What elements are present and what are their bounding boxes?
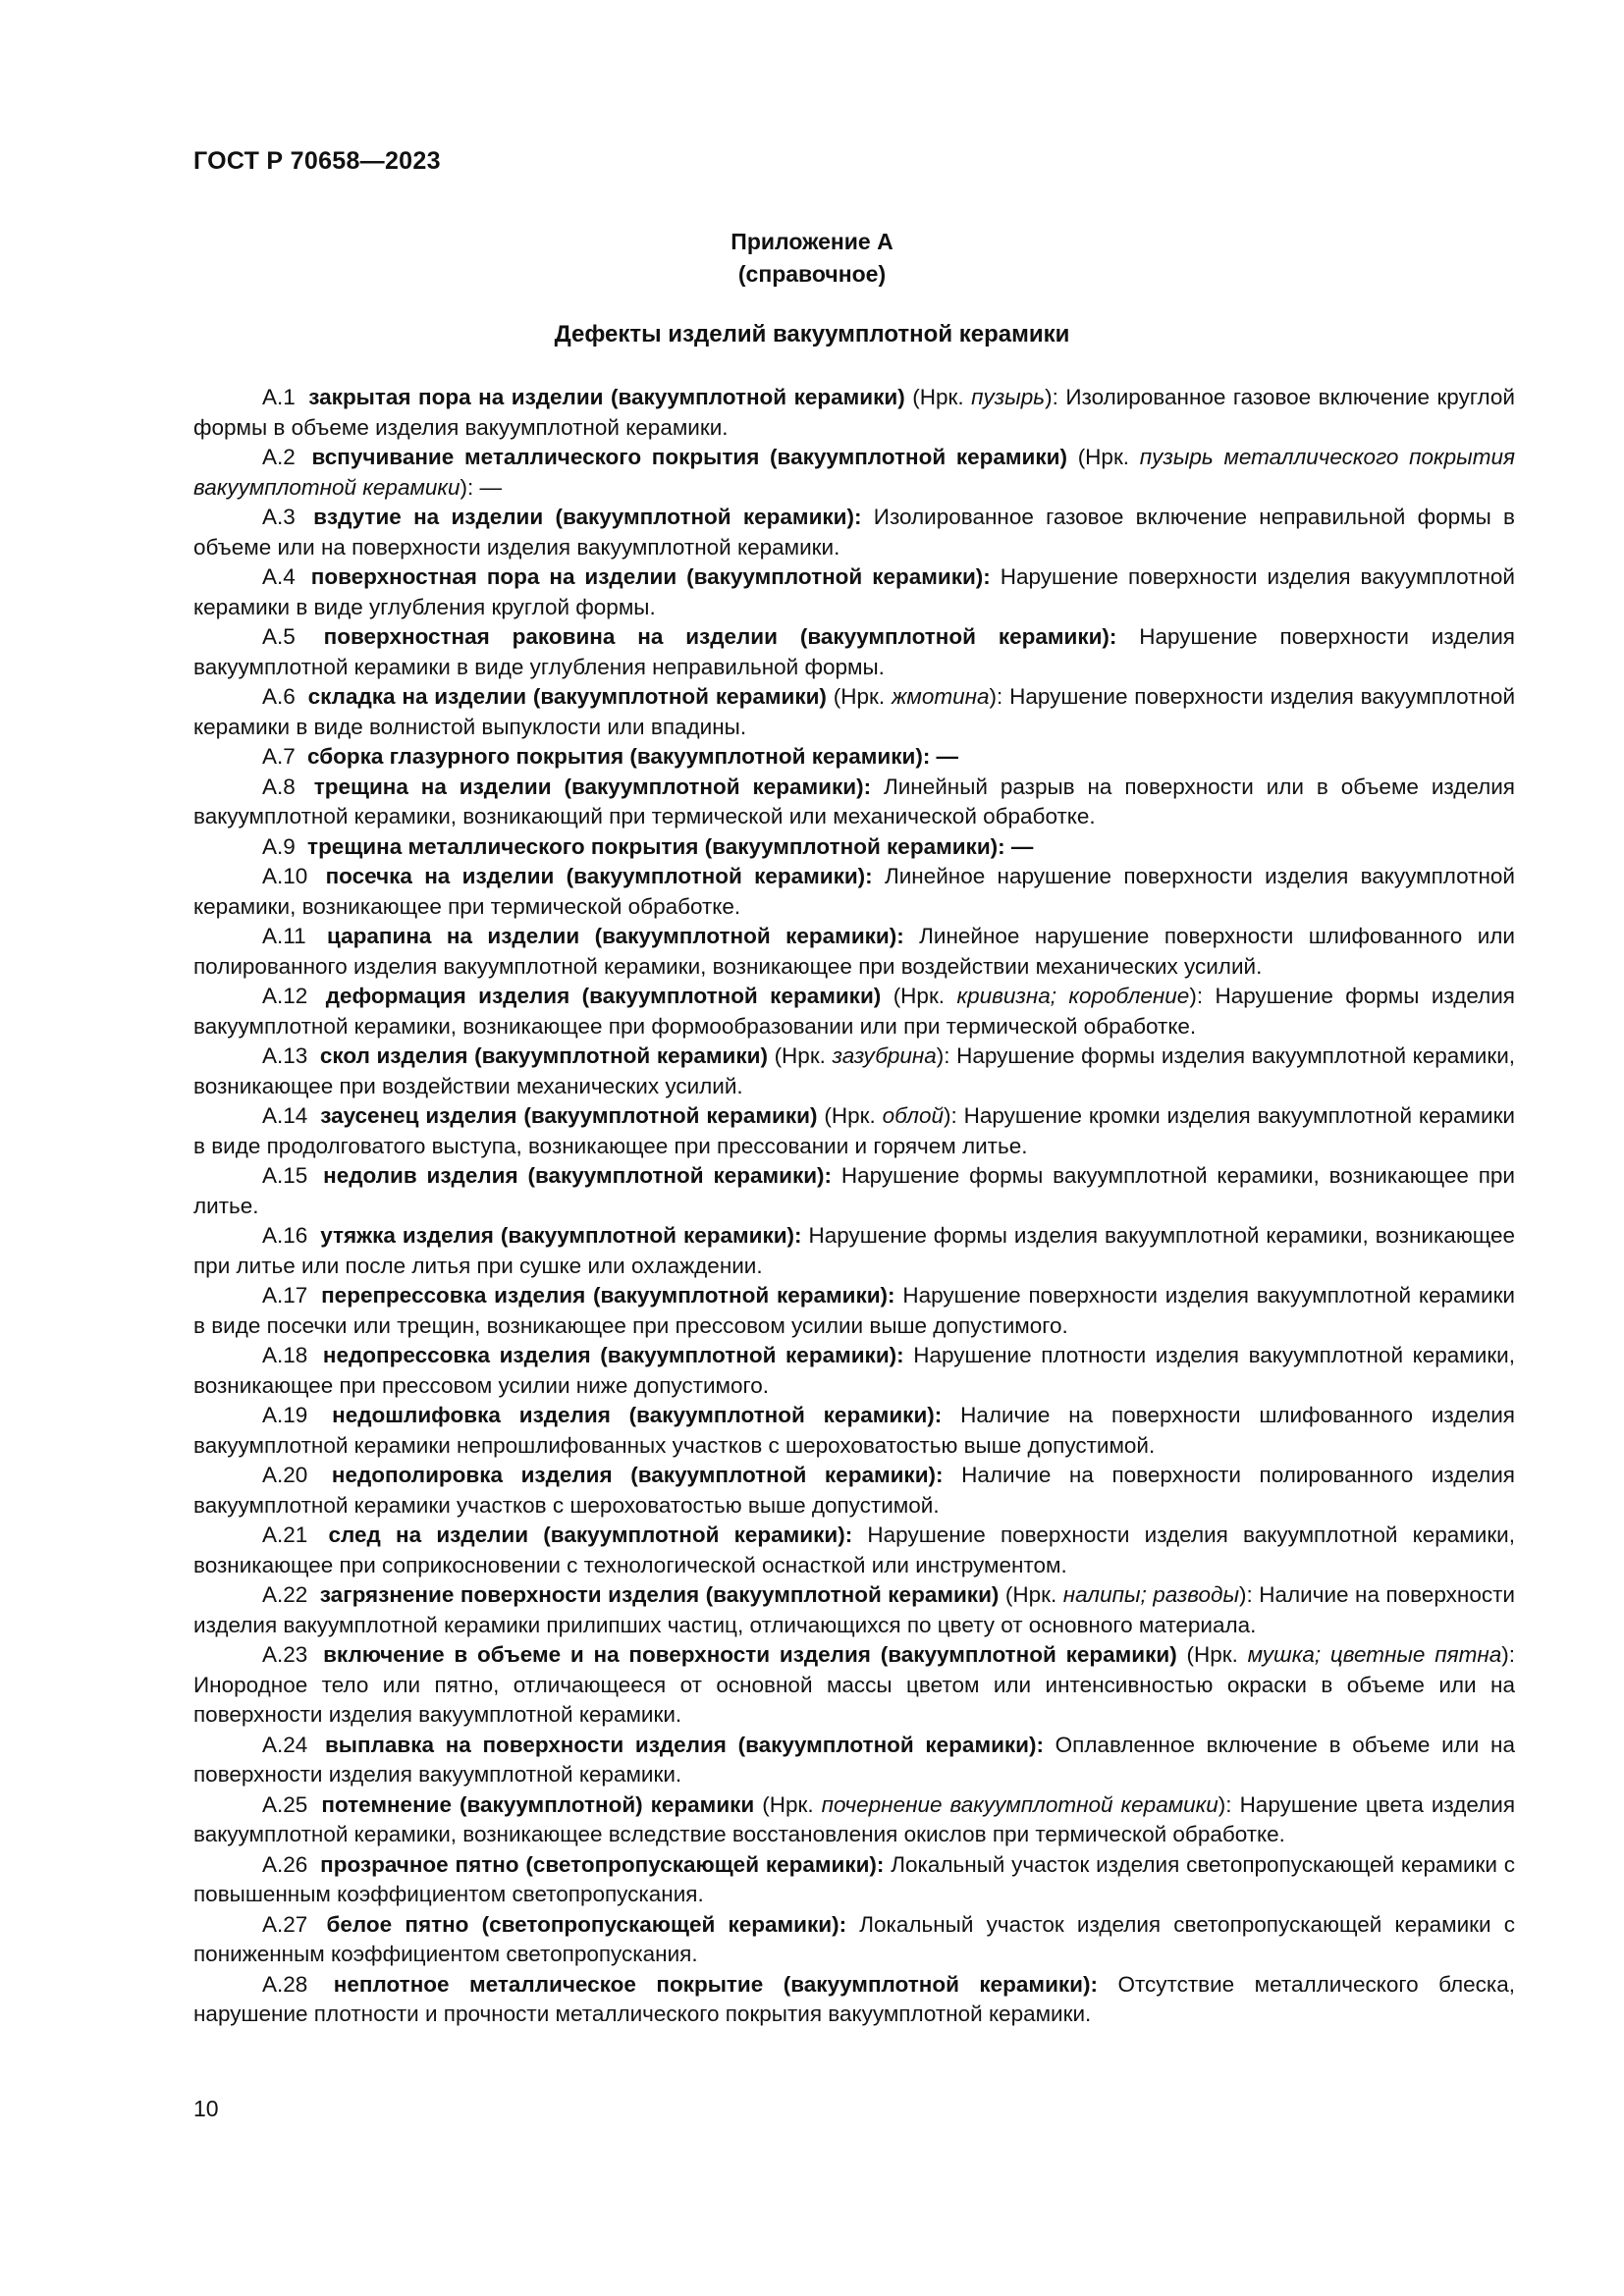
definition-alt-prefix: (Нрк. xyxy=(817,1103,883,1128)
definition-term: неплотное металлическое покрытие (вакуумплотной керамики): xyxy=(333,1971,1098,1997)
definition-alt-suffix: ): — xyxy=(460,474,503,500)
definition-term: недопрессовка изделия (вакуумплотной керамики): xyxy=(322,1343,904,1367)
definition-number: А.6 xyxy=(262,684,296,709)
definition-text: Нарушение формы изделия вакуумплотной керамики, возникающее при воздействии механических усилий. xyxy=(193,1043,1516,1098)
definition-item xyxy=(193,1640,1515,1731)
definition-item xyxy=(193,982,1515,1041)
definition-text: Нарушение цвета изделия вакуумплотной керамики, возникающее вследствие восстановления окислов при термической обработке. xyxy=(193,1791,1516,1846)
definition-term: трещина на изделии (вакуумплотной керамики): xyxy=(313,774,872,799)
definition-alt-term: зазубрина xyxy=(832,1043,937,1068)
definition-text: Наличие на поверхности изделия вакуумплотной керамики прилипших частиц, отличающихся по цвету от основного материала. xyxy=(193,1582,1515,1637)
definition-term: трещина металлического покрытия (вакуумплотной керамики): — xyxy=(307,833,1034,859)
definition-number: А.9 xyxy=(262,833,296,859)
definition-term: включение в объеме и на поверхности изделия (вакуумплотной керамики) xyxy=(323,1642,1177,1667)
definition-text: Нарушение поверхности изделия вакуумплотной керамики, возникающее при соприкосновении с технологической оснасткой или инструментом. xyxy=(193,1522,1515,1577)
definition-term: поверхностная пора на изделии (вакуумплотной керамики): xyxy=(310,564,991,589)
definition-alt-term: пузырь xyxy=(971,385,1046,409)
definition-number: А.17 xyxy=(262,1283,308,1308)
definition-alt-prefix: (Нрк. xyxy=(767,1043,833,1068)
definition-item xyxy=(193,922,1515,982)
definition-alt-term: жмотина xyxy=(891,684,990,709)
definition-text: Нарушение плотности изделия вакуумплотной керамики, возникающее при прессовом усилии ниже допустимого. xyxy=(193,1343,1515,1398)
definition-alt-suffix: ): xyxy=(1239,1582,1260,1607)
definition-term: вздутие на изделии (вакуумплотной керамики): xyxy=(313,505,862,529)
definition-item xyxy=(193,1580,1515,1640)
document-id: ГОСТ Р 70658—2023 xyxy=(193,147,441,175)
definition-term: вспучивание металлического покрытия (вакуумплотной керамики) xyxy=(311,445,1067,469)
definition-term: след на изделии (вакуумплотной керамики): xyxy=(328,1522,853,1547)
definition-number: А.12 xyxy=(262,984,308,1008)
definition-alt-prefix: (Нрк. xyxy=(1066,445,1140,469)
definition-alt-term: почернение вакуумплотной керамики xyxy=(821,1791,1218,1817)
definition-number: А.13 xyxy=(262,1043,308,1068)
definition-text: Локальный участок изделия светопропускающей керамики с повышенным коэффициентом светопропускания. xyxy=(193,1851,1515,1906)
definition-item xyxy=(193,622,1515,682)
definition-item xyxy=(193,503,1515,562)
definition-alt-term: кривизна; коробление xyxy=(956,984,1190,1008)
definition-text: Нарушение поверхности изделия вакуумплотной керамики в виде волнистой выпуклости или впадины. xyxy=(193,684,1516,739)
definition-number: А.26 xyxy=(262,1851,308,1877)
definition-number: А.10 xyxy=(262,864,308,888)
definition-number: А.24 xyxy=(262,1732,308,1757)
definition-alt-term: мушка; цветные пятна xyxy=(1247,1642,1502,1667)
definition-text: Оплавленное включение в объеме или на поверхности изделия вакуумплотной керамики. xyxy=(193,1732,1515,1787)
definition-number: А.25 xyxy=(262,1791,308,1817)
definition-item xyxy=(193,832,1515,863)
definition-text: Локальный участок изделия светопропускающей керамики с пониженным коэффициентом светопропускания. xyxy=(193,1911,1515,1966)
definition-item xyxy=(193,1790,1515,1850)
definition-alt-term: пузырь металлического покрытия вакуумплотной керамики xyxy=(193,445,1515,500)
definitions-list xyxy=(193,383,1515,2030)
definition-text: Нарушение поверхности изделия вакуумплотной керамики в виде посечки или трещин, возникающее при прессовом усилии выше допустимого. xyxy=(193,1283,1515,1338)
definition-item xyxy=(193,773,1515,832)
definition-text: Инородное тело или пятно, отличающееся от основной массы цветом или интенсивностью окраски в объеме или на поверхности изделия вакуумплотной керамики. xyxy=(193,1672,1515,1727)
definition-term: посечка на изделии (вакуумплотной керамики): xyxy=(325,864,873,888)
definition-term: недошлифовка изделия (вакуумплотной керамики): xyxy=(332,1403,943,1427)
definition-alt-term: налипы; разводы xyxy=(1062,1582,1240,1607)
definition-term: сборка глазурного покрытия (вакуумплотной керамики): — xyxy=(307,744,959,769)
definition-alt-prefix: (Нрк. xyxy=(904,385,972,409)
definition-number: А.1 xyxy=(262,385,296,409)
definition-term: закрытая пора на изделии (вакуумплотной керамики) xyxy=(308,385,905,409)
definition-item xyxy=(193,1341,1515,1401)
definition-term: поверхностная раковина на изделии (вакуумплотной керамики): xyxy=(323,624,1117,649)
appendix-title: Приложение А xyxy=(731,229,893,254)
definition-text: Нарушение поверхности изделия вакуумплотной керамики в виде углубления круглой формы. xyxy=(193,564,1515,619)
definition-number: А.2 xyxy=(262,445,296,469)
definition-item xyxy=(193,1221,1515,1281)
definition-alt-suffix: ): xyxy=(936,1043,957,1068)
definition-item xyxy=(193,1910,1515,1970)
definition-text: Изолированное газовое включение круглой формы в объеме изделия вакуумплотной керамики. xyxy=(193,385,1515,440)
definition-number: А.8 xyxy=(262,774,296,799)
definition-number: А.23 xyxy=(262,1642,308,1667)
definition-number: А.14 xyxy=(262,1103,308,1128)
definition-text: Наличие на поверхности полированного изделия вакуумплотной керамики участков с шероховатостью выше допустимой. xyxy=(193,1463,1515,1518)
definition-item xyxy=(193,383,1515,443)
definition-text: Линейное нарушение поверхности изделия вакуумплотной керамики, возникающее при термической обработке. xyxy=(193,864,1515,919)
definition-text: Отсутствие металлического блеска, нарушение плотности и прочности металлического покрытия вакуумплотной керамики. xyxy=(193,1971,1515,2026)
definition-alt-prefix: (Нрк. xyxy=(999,1582,1063,1607)
definition-item xyxy=(193,862,1515,922)
definition-item xyxy=(193,1281,1515,1341)
definition-number: А.20 xyxy=(262,1463,308,1487)
definition-text: Линейный разрыв на поверхности или в объеме изделия вакуумплотной керамики, возникающий при термической или механической обработке. xyxy=(193,774,1515,828)
definition-term: перепрессовка изделия (вакуумплотной керамики): xyxy=(321,1283,895,1308)
definition-term: белое пятно (светопропускающей керамики): xyxy=(326,1911,847,1937)
definition-number: А.28 xyxy=(262,1971,308,1997)
definition-number: А.3 xyxy=(262,505,296,529)
definition-item xyxy=(193,682,1515,742)
definition-text: Наличие на поверхности шлифованного изделия вакуумплотной керамики непрошлифованных участков с шероховатостью выше допустимой. xyxy=(193,1403,1515,1458)
definition-item xyxy=(193,562,1515,622)
definition-item xyxy=(193,1041,1515,1101)
definition-item xyxy=(193,1970,1515,2030)
definition-item xyxy=(193,1161,1515,1221)
definition-item xyxy=(193,1461,1515,1521)
definition-alt-suffix: ): xyxy=(1501,1642,1515,1667)
definition-number: А.4 xyxy=(262,564,296,589)
definition-term: загрязнение поверхности изделия (вакуумплотной керамики) xyxy=(319,1582,1000,1607)
definition-term: недополировка изделия (вакуумплотной керамики): xyxy=(331,1463,944,1487)
definition-term: утяжка изделия (вакуумплотной керамики): xyxy=(320,1223,802,1248)
definition-number: А.27 xyxy=(262,1911,308,1937)
definition-alt-prefix: (Нрк. xyxy=(826,684,892,709)
definition-item xyxy=(193,443,1515,503)
definition-alt-suffix: ): xyxy=(1218,1791,1240,1817)
definition-number: А.21 xyxy=(262,1522,308,1547)
definition-term: царапина на изделии (вакуумплотной керамики): xyxy=(327,924,904,948)
definition-term: недолив изделия (вакуумплотной керамики): xyxy=(323,1163,833,1188)
definition-term: потемнение (вакуумплотной) керамики xyxy=(321,1791,755,1817)
definition-item xyxy=(193,1521,1515,1580)
definition-text: Нарушение формы вакуумплотной керамики, возникающее при литье. xyxy=(193,1163,1515,1218)
definition-number: А.15 xyxy=(262,1163,308,1188)
definition-number: А.16 xyxy=(262,1223,308,1248)
definition-text: Нарушение кромки изделия вакуумплотной керамики в виде продолговатого выступа, возникающее при прессовании и горячем литье. xyxy=(193,1103,1515,1158)
definition-text: Нарушение поверхности изделия вакуумплотной керамики в виде углубления неправильной формы. xyxy=(193,624,1515,679)
definition-term: прозрачное пятно (светопропускающей керамики): xyxy=(320,1851,885,1877)
definition-item xyxy=(193,1731,1515,1790)
definition-number: А.7 xyxy=(262,744,296,769)
definition-alt-term: облой xyxy=(882,1103,945,1128)
definition-text: Нарушение формы изделия вакуумплотной керамики, возникающее при литье или после литья при сушке или охлаждении. xyxy=(193,1223,1515,1278)
definition-text: Линейное нарушение поверхности шлифованного или полированного изделия вакуумплотной керамики, возникающее при воздействии механических усилий. xyxy=(193,924,1515,979)
definition-alt-suffix: ): xyxy=(989,684,1010,709)
definition-text: Нарушение формы изделия вакуумплотной керамики, возникающее при формообразовании или при термической обработке. xyxy=(193,984,1515,1039)
definition-number: А.11 xyxy=(262,924,306,948)
definition-item xyxy=(193,1401,1515,1461)
section-title: Дефекты изделий вакуумплотной керамики xyxy=(554,321,1070,347)
definition-number: А.5 xyxy=(262,624,296,649)
definition-alt-suffix: ): xyxy=(1045,385,1066,409)
definition-alt-prefix: (Нрк. xyxy=(881,984,957,1008)
definition-alt-suffix: ): xyxy=(1189,984,1216,1008)
definition-alt-prefix: (Нрк. xyxy=(754,1791,822,1817)
definition-item xyxy=(193,742,1515,773)
appendix-heading xyxy=(0,226,1624,291)
definition-term: скол изделия (вакуумплотной керамики) xyxy=(319,1043,768,1068)
definition-number: А.22 xyxy=(262,1582,308,1607)
definition-alt-prefix: (Нрк. xyxy=(1176,1642,1248,1667)
definition-number: А.18 xyxy=(262,1343,308,1367)
definition-item xyxy=(193,1101,1515,1161)
definition-text: Изолированное газовое включение неправильной формы в объеме или на поверхности изделия вакуумплотной керамики. xyxy=(193,505,1515,560)
definition-term: заусенец изделия (вакуумплотной керамики) xyxy=(320,1103,818,1128)
definition-term: выплавка на поверхности изделия (вакуумплотной керамики): xyxy=(324,1732,1044,1757)
definition-term: деформация изделия (вакуумплотной керамики) xyxy=(325,984,882,1008)
definition-number: А.19 xyxy=(262,1403,308,1427)
definition-alt-suffix: ): xyxy=(944,1103,964,1128)
definition-term: складка на изделии (вакуумплотной керамики) xyxy=(307,684,827,709)
page-number: 10 xyxy=(193,2096,219,2121)
appendix-note: (справочное) xyxy=(737,261,887,287)
definition-item xyxy=(193,1850,1515,1910)
